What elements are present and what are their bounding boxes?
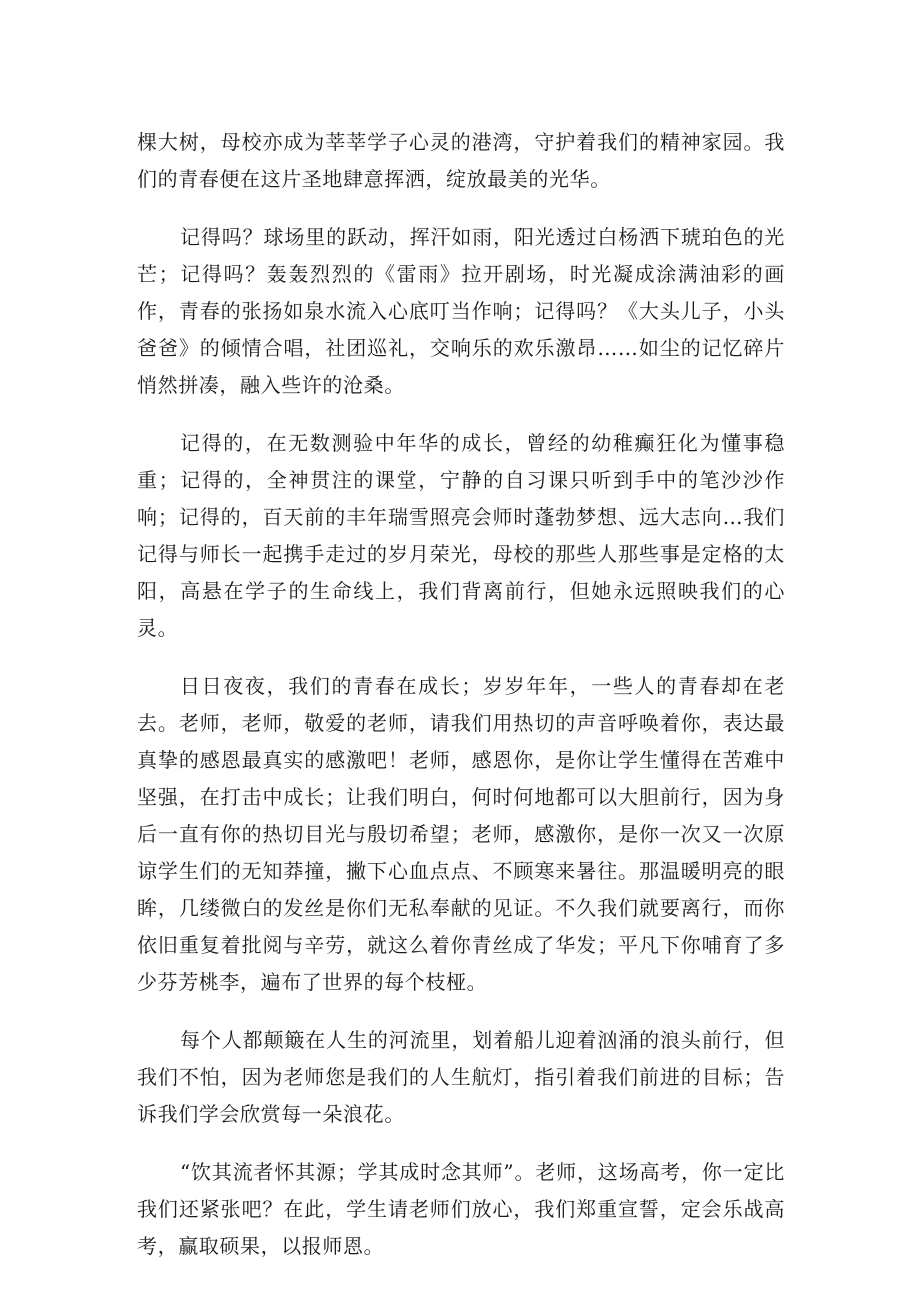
paragraph-teacher-gratitude: 日日夜夜，我们的青春在成长；岁岁年年，一些人的青春却在老去。老师，老师，敬爱的老师，请我们用热切的声音呼唤着你，表达最真挚的感恩最真实的感激吧！老师，感恩你，是你让学生懂得在苦难中坚强，在打击中成长；让我们明白，何时何地都可以大胆前行，因为身后一直有你的热切目光与殷切希望；老师，感激你，是你一次又一次原谅学生们的无知莽撞，撇下心血点点、不顾寒来暑往。那温暖明亮的眼眸，几缕微白的发丝是你们无私奉献的见证。不久我们就要离行，而你依旧重复着批阅与辛劳，就这么着你青丝成了华发；平凡下你哺育了多少芬芳桃李，遍布了世界的每个枝桠。	[137, 674, 785, 994]
paragraph-river-of-life: 每个人都颠簸在人生的河流里，划着船儿迎着汹涌的浪头前行，但我们不怕，因为老师您是我们的人生航灯，指引着我们前进的目标；告诉我们学会欣赏每一朵浪花。	[137, 1028, 785, 1126]
paragraph-remembered: 记得的，在无数测验中年华的成长，曾经的幼稚癫狂化为懂事稳重；记得的，全神贯注的课堂，宁静的自习课只听到手中的笔沙沙作响；记得的，百天前的丰年瑞雪照亮会师时蓬勃梦想、远大志向…我们记得与师长一起携手走过的岁月荣光，母校的那些人那些事是定格的太阳，高悬在学子的生命线上，我们背离前行，但她永远照映我们的心灵。	[137, 431, 785, 640]
paragraph-remember-questions: 记得吗？球场里的跃动，挥汗如雨，阳光透过白杨洒下琥珀色的光芒；记得吗？轰轰烈烈的《雷雨》拉开剧场，时光凝成涂满油彩的画作，青春的张扬如泉水流入心底叮当作响；记得吗？《大头儿子，小头爸爸》的倾情合唱，社团巡礼，交响乐的欢乐激昂……如尘的记忆碎片悄然拼凑，融入些许的沧桑。	[137, 225, 785, 397]
paragraph-pledge: “饮其流者怀其源；学其成时念其师”。老师，这场高考，你一定比我们还紧张吧？在此，学生请老师们放心，我们郑重宣誓，定会乐战高考，赢取硕果，以报师恩。	[137, 1160, 785, 1258]
document-page	[137, 124, 785, 1286]
paragraph-intro-continuation: 棵大树，母校亦成为莘莘学子心灵的港湾，守护着我们的精神家园。我们的青春便在这片圣地肆意挥洒，绽放最美的光华。	[137, 130, 785, 191]
